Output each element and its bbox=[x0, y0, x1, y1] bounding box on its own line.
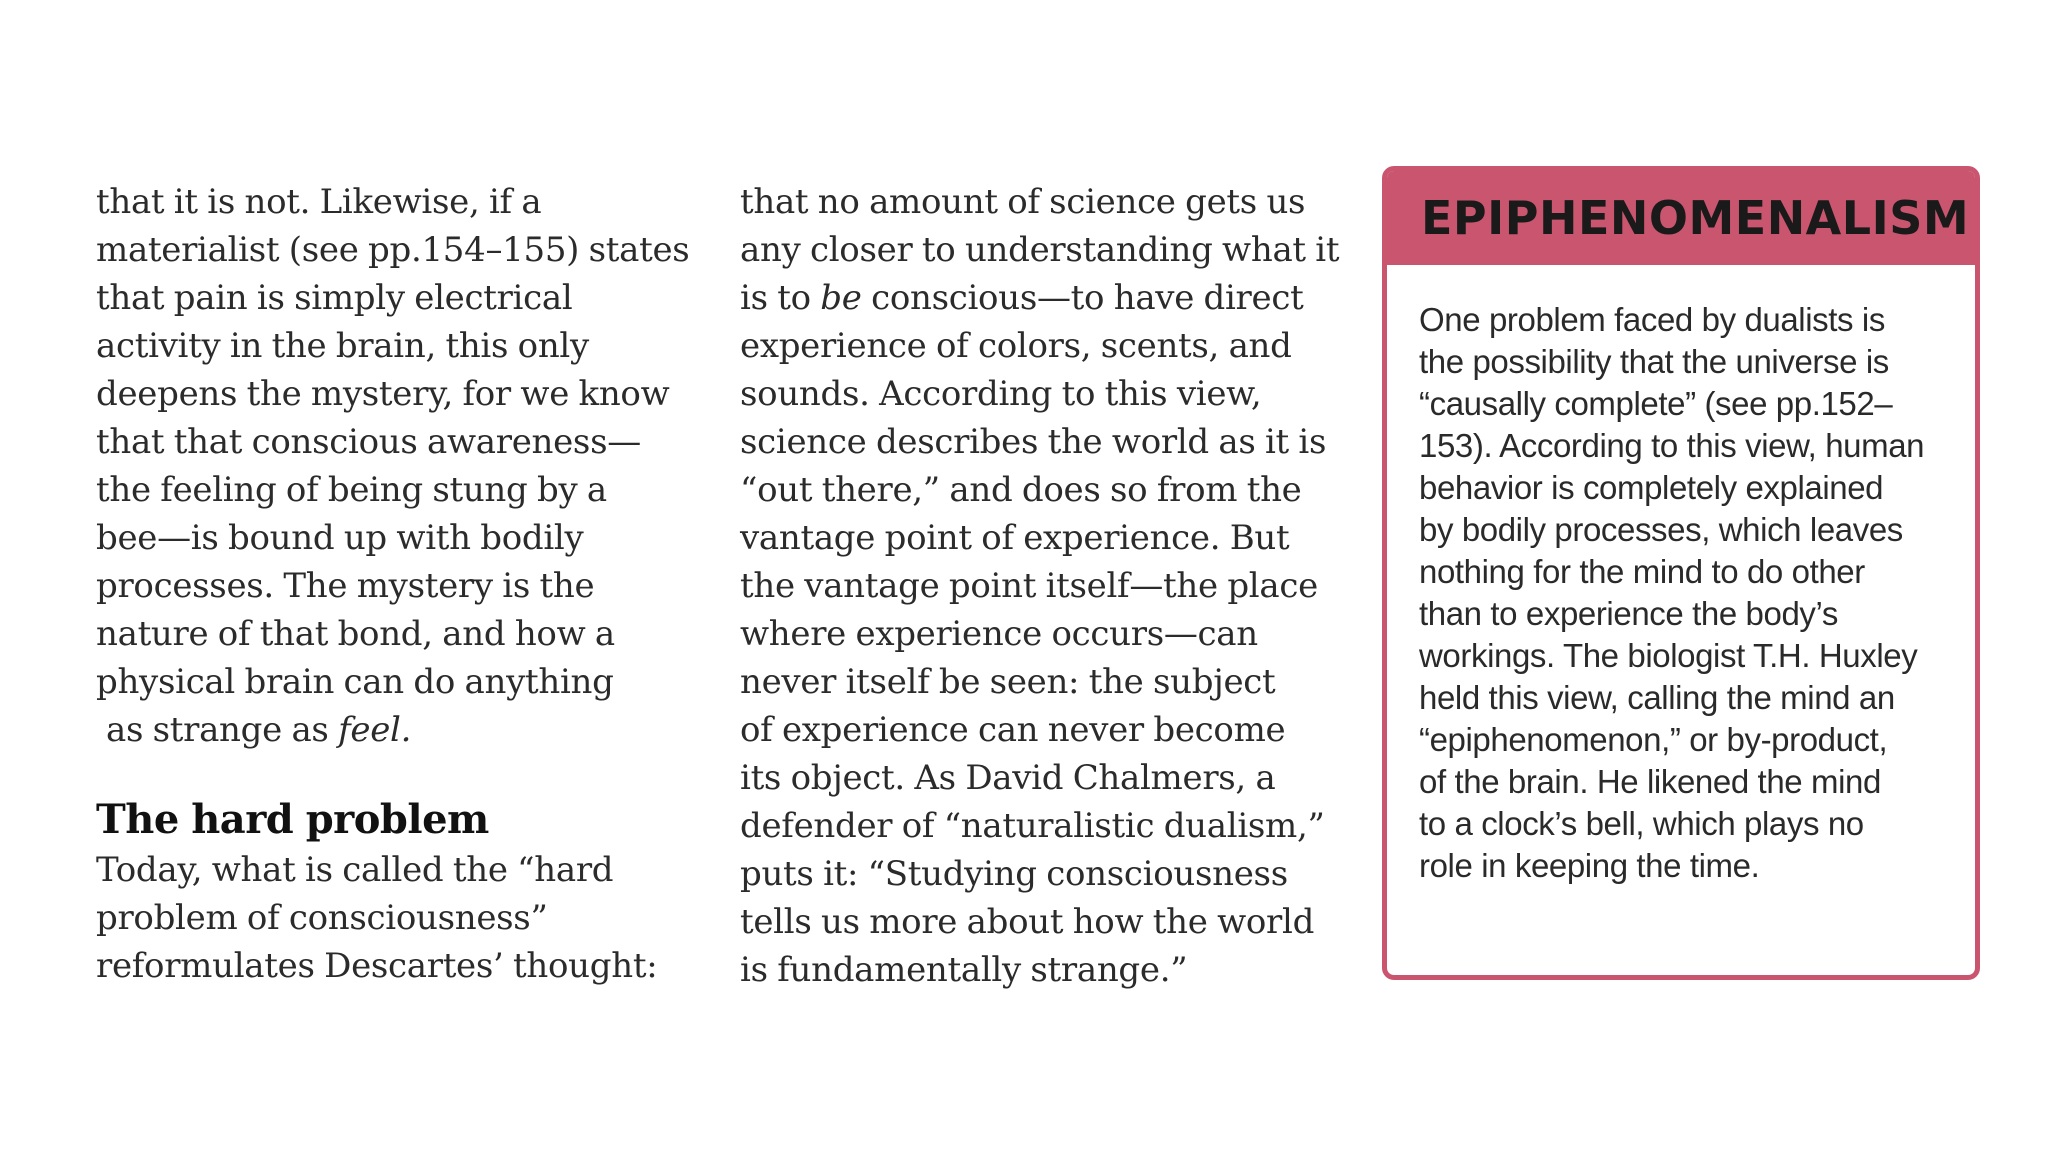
text-line: nature of that bond, and how a bbox=[96, 614, 615, 654]
sidebar-text-line: workings. The biologist T.H. Huxley bbox=[1419, 637, 1918, 674]
text-line: of experience can never become bbox=[740, 710, 1286, 750]
text-line: the feeling of being stung by a bbox=[96, 470, 607, 510]
text-line: defender of “naturalistic dualism,” bbox=[740, 806, 1325, 846]
sidebar-text-line: of the brain. He likened the mind bbox=[1419, 763, 1881, 800]
text-line: materialist (see pp.154–155) states bbox=[96, 230, 690, 270]
text-line bbox=[96, 706, 696, 754]
sidebar-box-epiphenomenalism bbox=[1382, 166, 1980, 980]
sidebar-text-line: to a clock’s bell, which plays no bbox=[1419, 805, 1864, 842]
text-line: vantage point of experience. But bbox=[740, 518, 1290, 558]
sidebar-text-line: 153). According to this view, human bbox=[1419, 427, 1925, 464]
section-heading: The hard problem bbox=[96, 796, 489, 843]
text-line: that it is not. Likewise, if a bbox=[96, 182, 542, 222]
text-line: tells us more about how the world bbox=[740, 902, 1315, 942]
text-line: puts it: “Studying consciousness bbox=[740, 854, 1288, 894]
sidebar-text-line: by bodily processes, which leaves bbox=[1419, 511, 1903, 548]
sidebar-text-line: than to experience the body’s bbox=[1419, 595, 1838, 632]
sidebar-text-line: “epiphenomenon,” or by-product, bbox=[1419, 721, 1888, 758]
text-line bbox=[740, 274, 1350, 322]
text-line: that no amount of science gets us bbox=[740, 182, 1306, 222]
text-line: never itself be seen: the subject bbox=[740, 662, 1276, 702]
text-line: where experience occurs—can bbox=[740, 614, 1258, 654]
text-line: sounds. According to this view, bbox=[740, 374, 1262, 414]
text-line: its object. As David Chalmers, a bbox=[740, 758, 1276, 798]
text-fragment: as strange as bbox=[106, 710, 339, 750]
body-column-middle bbox=[740, 178, 1350, 994]
sidebar-text-line: the possibility that the universe is bbox=[1419, 343, 1889, 380]
text-line: Today, what is called the “hard bbox=[96, 850, 614, 890]
sidebar-header bbox=[1387, 171, 1975, 265]
text-line: reformulates Descartes’ thought: bbox=[96, 946, 658, 986]
text-line: activity in the brain, this only bbox=[96, 326, 589, 366]
text-line: processes. The mystery is the bbox=[96, 566, 595, 606]
body-column-left bbox=[96, 178, 696, 990]
emphasis-text: be bbox=[820, 278, 862, 318]
sidebar-text-line: role in keeping the time. bbox=[1419, 847, 1760, 884]
text-line: is fundamentally strange.” bbox=[740, 950, 1188, 990]
emphasis-text: feel. bbox=[338, 710, 412, 750]
text-line: problem of consciousness” bbox=[96, 898, 548, 938]
text-line: experience of colors, scents, and bbox=[740, 326, 1292, 366]
text-line: science describes the world as it is bbox=[740, 422, 1327, 462]
text-line: deepens the mystery, for we know bbox=[96, 374, 670, 414]
sidebar-text-line: nothing for the mind to do other bbox=[1419, 553, 1865, 590]
text-line: that pain is simply electrical bbox=[96, 278, 573, 318]
text-line: “out there,” and does so from the bbox=[740, 470, 1302, 510]
text-line: bee—is bound up with bodily bbox=[96, 518, 584, 558]
text-line: the vantage point itself—the place bbox=[740, 566, 1318, 606]
sidebar-text-line: “causally complete” (see pp.152– bbox=[1419, 385, 1893, 422]
sidebar-text-line: held this view, calling the mind an bbox=[1419, 679, 1895, 716]
text-fragment: is to bbox=[740, 278, 821, 318]
text-line: that that conscious awareness— bbox=[96, 422, 641, 462]
text-line: physical brain can do anything bbox=[96, 662, 614, 702]
sidebar-title: EPIPHENOMENALISM bbox=[1421, 191, 1970, 245]
text-fragment: conscious—to have direct bbox=[861, 278, 1304, 318]
sidebar-body bbox=[1387, 265, 1975, 887]
text-line: any closer to understanding what it bbox=[740, 230, 1340, 270]
sidebar-text-line: One problem faced by dualists is bbox=[1419, 301, 1885, 338]
sidebar-text-line: behavior is completely explained bbox=[1419, 469, 1884, 506]
